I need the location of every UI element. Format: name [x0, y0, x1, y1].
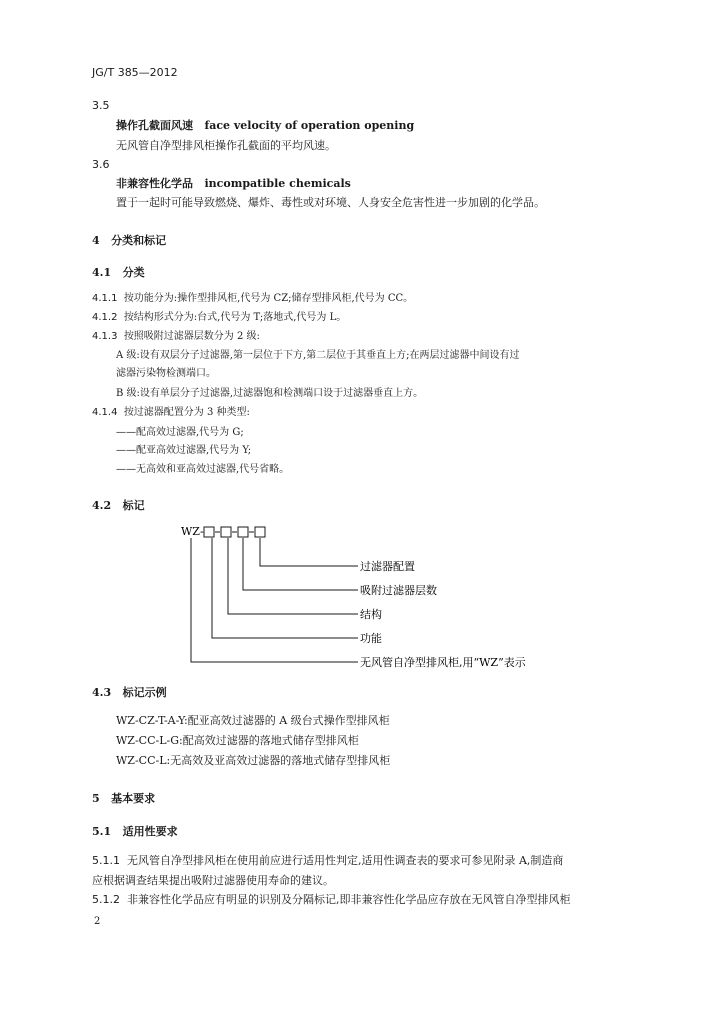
example-2: WZ-CC-L-G:配高效过滤器的落地式储存型排风柜 — [116, 734, 359, 747]
section-4-3-heading — [92, 686, 167, 700]
term-3-5-definition: 无风管自净型排风柜操作孔截面的平均风速。 — [116, 139, 336, 152]
section-5-1-title: 适用性要求 — [122, 825, 178, 838]
diagram-label-filter-config: 过滤器配置 — [360, 560, 415, 573]
section-4-title: 分类和标记 — [111, 234, 167, 247]
item-4-1-1-number: 4.1.1 — [92, 293, 118, 304]
section-5-1-number: 5.1 — [92, 825, 112, 838]
leader-line-function — [212, 538, 358, 638]
item-4-1-3 — [92, 330, 260, 344]
section-4-1-heading — [92, 266, 145, 280]
section-4-heading — [92, 234, 166, 248]
term-3-6-title — [116, 177, 351, 191]
diagram-label-structure: 结构 — [360, 608, 382, 621]
dash-item-g: ——配高效过滤器,代号为 G; — [116, 427, 244, 438]
para-5-1-1-line-1 — [92, 854, 563, 868]
diagram-box-layers — [238, 527, 248, 537]
term-3-6-number: 3.6 — [92, 158, 110, 171]
term-3-5-number: 3.5 — [92, 99, 110, 112]
section-4-1-number: 4.1 — [92, 266, 112, 279]
section-4-3-title: 标记示例 — [122, 686, 167, 699]
diagram-label-filter-layers: 吸附过滤器层数 — [360, 584, 437, 597]
term-3-6-definition: 置于一起时可能导致燃烧、爆炸、毒性或对环境、人身安全危害性进一步加剧的化学品。 — [116, 196, 545, 209]
item-4-1-3-text: 按照吸附过滤器层数分为 2 级: — [123, 331, 260, 342]
section-5-title: 基本要求 — [111, 792, 156, 805]
dash-item-y: ——配亚高效过滤器,代号为 Y; — [116, 445, 252, 456]
dash-item-none: ——无高效和亚高效过滤器,代号省略。 — [116, 464, 290, 475]
page-number: 2 — [94, 916, 101, 927]
grade-a-line-2: 滤器污染物检测端口。 — [116, 368, 216, 379]
para-5-1-1-number: 5.1.1 — [92, 854, 120, 867]
diagram-prefix: WZ- — [181, 525, 204, 538]
para-5-1-2-text: 非兼容性化学品应有明显的识别及分隔标记,即非兼容性化学品应存放在无风管自净型排风柜 — [127, 893, 571, 906]
item-4-1-1 — [92, 292, 413, 306]
diagram-label-wz: 无风管自净型排风柜,用“WZ”表示 — [360, 656, 526, 669]
example-1: WZ-CZ-T-A-Y:配亚高效过滤器的 A 级台式操作型排风柜 — [116, 714, 390, 727]
item-4-1-2 — [92, 311, 346, 325]
example-3: WZ-CC-L:无高效及亚高效过滤器的落地式储存型排风柜 — [116, 754, 391, 767]
item-4-1-1-text: 按功能分为:操作型排风柜,代号为 CZ;储存型排风柜,代号为 CC。 — [123, 293, 414, 304]
term-3-5-title — [116, 119, 414, 133]
diagram-box-structure — [221, 527, 231, 537]
item-4-1-4-text: 按过滤器配置分为 3 种类型: — [123, 407, 250, 418]
leader-line-filter — [260, 538, 358, 566]
section-5-1-heading — [92, 825, 178, 839]
term-3-6-zh: 非兼容性化学品 — [116, 177, 193, 190]
section-4-number: 4 — [92, 234, 100, 247]
item-4-1-4-number: 4.1.4 — [92, 407, 118, 418]
item-4-1-3-number: 4.1.3 — [92, 331, 118, 342]
term-3-5-en: face velocity of operation opening — [204, 119, 415, 132]
leader-line-layers — [243, 538, 358, 590]
section-4-2-number: 4.2 — [92, 499, 112, 512]
grade-b: B 级:设有单层分子过滤器,过滤器饱和检测端口设于过滤器垂直上方。 — [116, 388, 424, 399]
section-5-heading — [92, 792, 155, 806]
section-4-2-title: 标记 — [122, 499, 145, 512]
term-3-6-en: incompatible chemicals — [204, 177, 351, 190]
leader-line-structure — [228, 538, 358, 614]
diagram-box-function — [204, 527, 214, 537]
section-5-number: 5 — [92, 792, 100, 805]
section-4-1-title: 分类 — [122, 266, 145, 279]
para-5-1-2 — [92, 893, 571, 907]
diagram-box-filter — [255, 527, 265, 537]
grade-a-line-1: A 级:设有双层分子过滤器,第一层位于下方,第二层位于其垂直上方;在两层过滤器中间设有过 — [116, 350, 520, 361]
para-5-1-1-line-2: 应根据调查结果提出吸附过滤器使用寿命的建议。 — [92, 874, 334, 887]
para-5-1-1-text-1: 无风管自净型排风柜在使用前应进行适用性判定,适用性调查表的要求可参见附录 A,制造商 — [127, 854, 564, 867]
item-4-1-4 — [92, 406, 250, 420]
item-4-1-2-text: 按结构形式分为:台式,代号为 T;落地式,代号为 L。 — [123, 312, 347, 323]
section-4-2-heading — [92, 499, 145, 513]
diagram-label-function: 功能 — [360, 632, 382, 645]
leader-line-wz — [191, 538, 358, 662]
section-4-3-number: 4.3 — [92, 686, 112, 699]
standard-code: JG/T 385—2012 — [92, 66, 178, 79]
item-4-1-2-number: 4.1.2 — [92, 312, 118, 323]
para-5-1-2-number: 5.1.2 — [92, 893, 120, 906]
term-3-5-zh: 操作孔截面风速 — [116, 119, 193, 132]
